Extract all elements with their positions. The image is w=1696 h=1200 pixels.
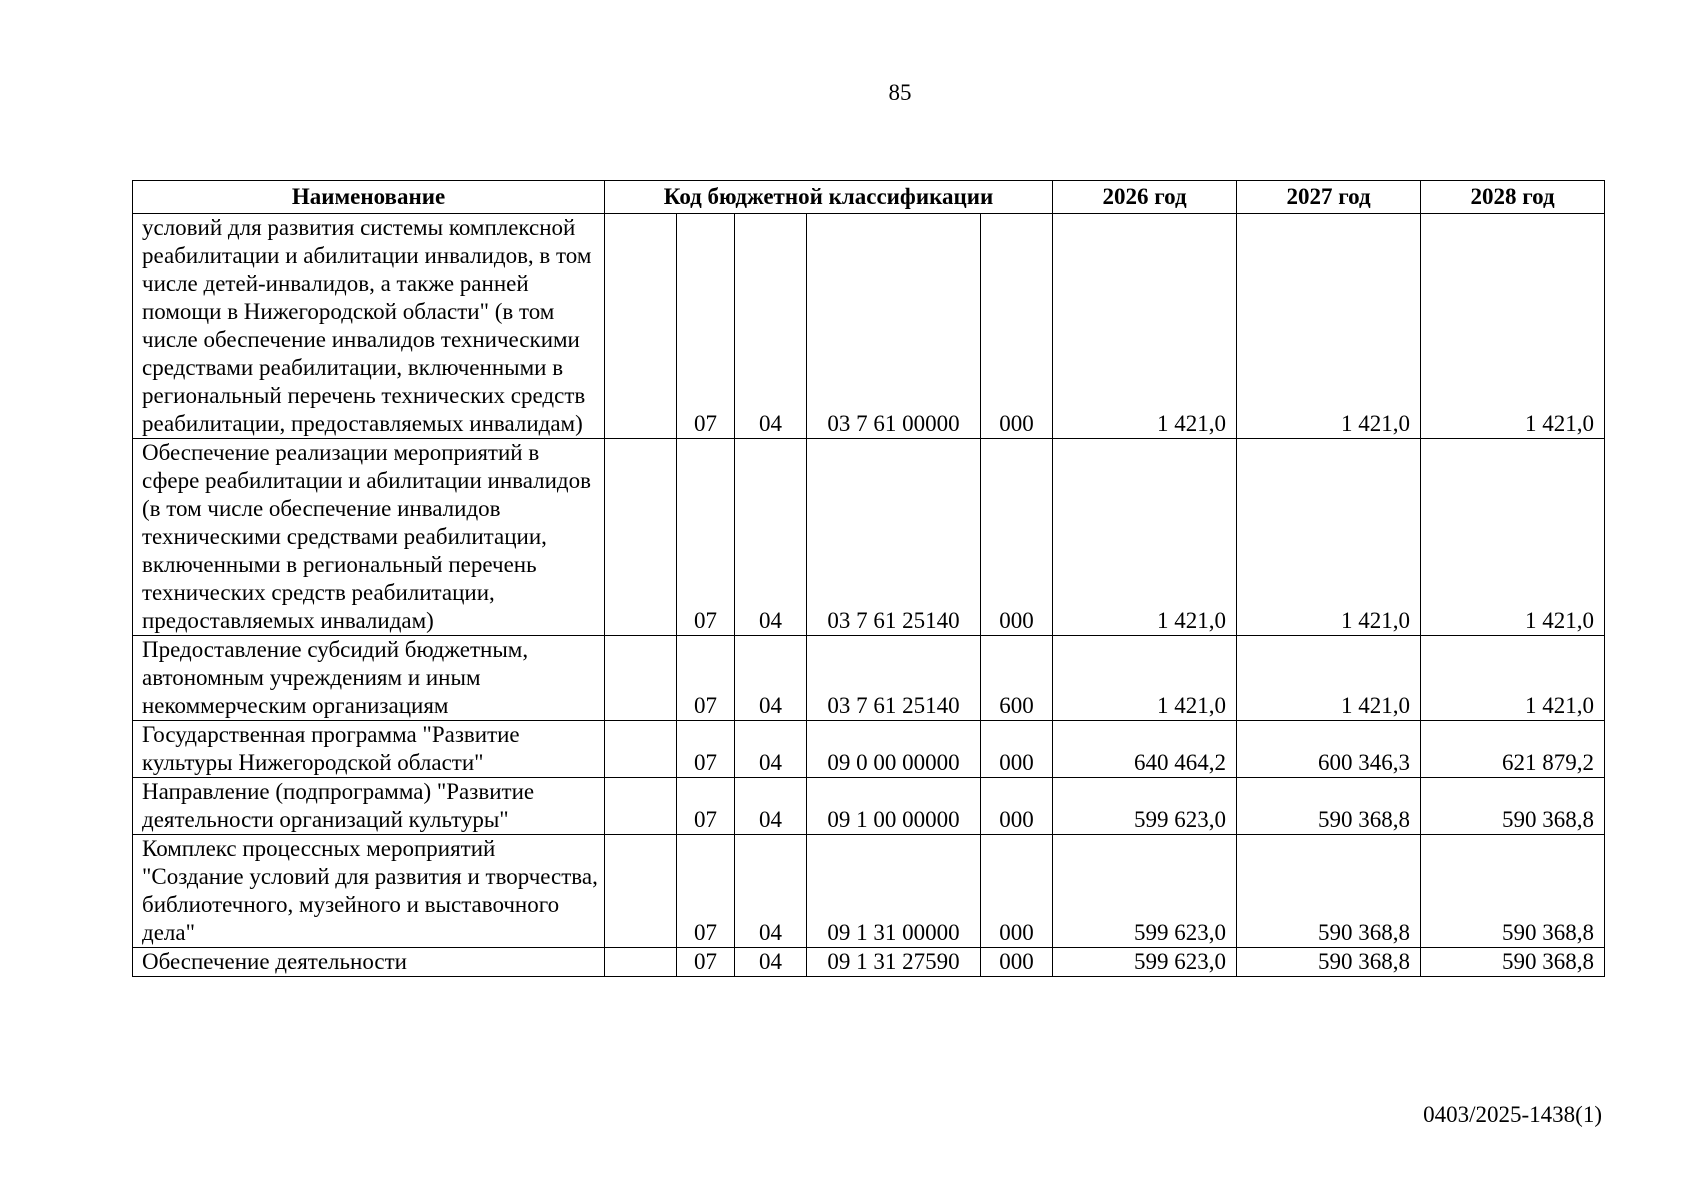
table-row xyxy=(133,721,1605,778)
code-chapter: 07 xyxy=(677,439,735,636)
code-section xyxy=(605,721,677,778)
amount-2028: 590 368,8 xyxy=(1421,778,1605,835)
row-name: Обеспечение деятельности xyxy=(133,948,605,977)
table-row xyxy=(133,778,1605,835)
table-row xyxy=(133,948,1605,977)
code-chapter: 07 xyxy=(677,636,735,721)
table-row xyxy=(133,439,1605,636)
header-year-2026: 2026 год xyxy=(1053,181,1237,214)
table-row xyxy=(133,214,1605,439)
amount-2026: 599 623,0 xyxy=(1053,835,1237,948)
code-chapter: 07 xyxy=(677,835,735,948)
code-target-article: 03 7 61 00000 xyxy=(807,214,981,439)
row-name: Комплекс процессных мероприятий "Создание условий для развития и творчества, библиотечного, музейного и выставочного дела" xyxy=(133,835,605,948)
amount-2027: 590 368,8 xyxy=(1237,948,1421,977)
code-subsection: 04 xyxy=(735,214,807,439)
row-name: Предоставление субсидий бюджетным, автономным учреждениям и иным некоммерческим организациям xyxy=(133,636,605,721)
code-section xyxy=(605,778,677,835)
code-section xyxy=(605,948,677,977)
amount-2028: 590 368,8 xyxy=(1421,948,1605,977)
page-number: 85 xyxy=(888,80,912,105)
code-expense-type: 000 xyxy=(981,948,1053,977)
table-header-row xyxy=(133,181,1605,214)
amount-2027: 590 368,8 xyxy=(1237,778,1421,835)
code-expense-type: 600 xyxy=(981,636,1053,721)
code-section xyxy=(605,636,677,721)
code-expense-type: 000 xyxy=(981,721,1053,778)
header-year-2027: 2027 год xyxy=(1237,181,1421,214)
code-target-article: 03 7 61 25140 xyxy=(807,636,981,721)
code-expense-type: 000 xyxy=(981,439,1053,636)
code-subsection: 04 xyxy=(735,835,807,948)
header-code: Код бюджетной классификации xyxy=(605,181,1053,214)
code-target-article: 09 1 31 27590 xyxy=(807,948,981,977)
amount-2028: 590 368,8 xyxy=(1421,835,1605,948)
row-name: условий для развития системы комплексной реабилитации и абилитации инвалидов, в том числе детей-инвалидов, а также ранней помощи в Нижегородской области" (в том числе обеспечение инвалидов техническими средствами реабилитации, включенными в региональный перечень технических средств реабилитации, предоставляемых инвалидам) xyxy=(133,214,605,439)
code-subsection: 04 xyxy=(735,948,807,977)
row-name: Обеспечение реализации мероприятий в сфере реабилитации и абилитации инвалидов (в том числе обеспечение инвалидов техническими средствами реабилитации, включенными в региональный перечень технических средств реабилитации, предоставляемых инвалидам) xyxy=(133,439,605,636)
amount-2026: 1 421,0 xyxy=(1053,214,1237,439)
code-expense-type: 000 xyxy=(981,214,1053,439)
code-subsection: 04 xyxy=(735,721,807,778)
code-target-article: 03 7 61 25140 xyxy=(807,439,981,636)
code-subsection: 04 xyxy=(735,778,807,835)
code-target-article: 09 0 00 00000 xyxy=(807,721,981,778)
document-number: 0403/2025-1438(1) xyxy=(1423,1102,1602,1127)
amount-2027: 1 421,0 xyxy=(1237,636,1421,721)
code-subsection: 04 xyxy=(735,636,807,721)
amount-2026: 640 464,2 xyxy=(1053,721,1237,778)
amount-2027: 600 346,3 xyxy=(1237,721,1421,778)
amount-2028: 1 421,0 xyxy=(1421,214,1605,439)
amount-2026: 1 421,0 xyxy=(1053,636,1237,721)
table-row xyxy=(133,835,1605,948)
table-row xyxy=(133,636,1605,721)
amount-2027: 590 368,8 xyxy=(1237,835,1421,948)
amount-2028: 621 879,2 xyxy=(1421,721,1605,778)
amount-2026: 599 623,0 xyxy=(1053,948,1237,977)
code-section xyxy=(605,439,677,636)
budget-table xyxy=(132,180,1605,977)
code-chapter: 07 xyxy=(677,721,735,778)
header-year-2028: 2028 год xyxy=(1421,181,1605,214)
code-chapter: 07 xyxy=(677,214,735,439)
code-chapter: 07 xyxy=(677,948,735,977)
code-chapter: 07 xyxy=(677,778,735,835)
code-section xyxy=(605,835,677,948)
code-target-article: 09 1 00 00000 xyxy=(807,778,981,835)
amount-2026: 1 421,0 xyxy=(1053,439,1237,636)
header-name: Наименование xyxy=(133,181,605,214)
code-section xyxy=(605,214,677,439)
row-name: Государственная программа "Развитие культуры Нижегородской области" xyxy=(133,721,605,778)
code-expense-type: 000 xyxy=(981,778,1053,835)
amount-2026: 599 623,0 xyxy=(1053,778,1237,835)
code-subsection: 04 xyxy=(735,439,807,636)
amount-2028: 1 421,0 xyxy=(1421,636,1605,721)
amount-2027: 1 421,0 xyxy=(1237,439,1421,636)
code-expense-type: 000 xyxy=(981,835,1053,948)
code-target-article: 09 1 31 00000 xyxy=(807,835,981,948)
amount-2028: 1 421,0 xyxy=(1421,439,1605,636)
amount-2027: 1 421,0 xyxy=(1237,214,1421,439)
row-name: Направление (подпрограмма) "Развитие деятельности организаций культуры" xyxy=(133,778,605,835)
